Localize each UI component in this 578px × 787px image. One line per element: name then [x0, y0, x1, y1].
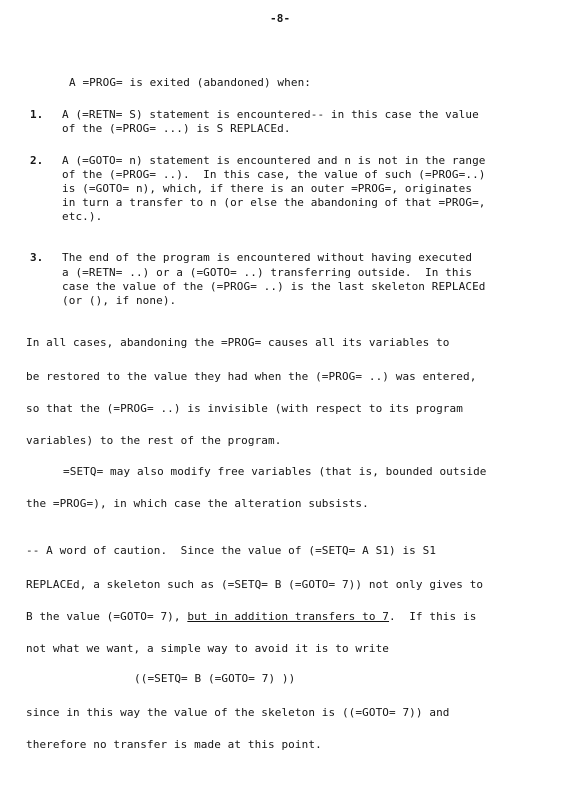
paragraph-line: the =PROG=), in which case the alteration subsists.	[26, 497, 369, 510]
item-2-line: is (=GOTO= n), which, if there is an outer =PROG=, originates	[62, 182, 473, 195]
paragraph-line: be restored to the value they had when the (=PROG= ..) was entered,	[26, 370, 477, 383]
item-3-line: (or (), if none).	[62, 294, 177, 307]
underlined-phrase: but in addition transfers to 7	[187, 610, 390, 623]
paragraph-line: In all cases, abandoning the =PROG= causes all its variables to	[26, 336, 450, 349]
item-3-line: case the value of the (=PROG= ..) is the last skeleton REPLACEd	[62, 280, 486, 293]
paragraph-line: =SETQ= may also modify free variables (that is, bounded outside	[63, 465, 487, 478]
caution-line: not what we want, a simple way to avoid it is to write	[26, 642, 390, 655]
item-2-line: of the (=PROG= ..). In this case, the value of such (=PROG=..)	[62, 168, 486, 181]
item-2-line: A (=GOTO= n) statement is encountered and n is not in the range	[62, 154, 486, 167]
item-1-line: A (=RETN= S) statement is encountered-- in this case the value	[62, 108, 479, 121]
item-3-line: a (=RETN= ..) or a (=GOTO= ..) transferring outside. In this	[62, 266, 473, 279]
item-2-line: in turn a transfer to n (or else the abandoning of that =PROG=,	[62, 196, 486, 209]
caution-text: . If this is	[389, 610, 477, 623]
item-1-line: of the (=PROG= ...) is S REPLACEd.	[62, 122, 291, 135]
item-3-line: The end of the program is encountered without having executed	[62, 251, 473, 264]
paragraph-line: so that the (=PROG= ..) is invisible (with respect to its program	[26, 402, 463, 415]
item-2-line: etc.).	[62, 210, 103, 223]
caution-line	[26, 610, 476, 623]
page-number: -8-	[270, 12, 291, 25]
caution-line: REPLACEd, a skeleton such as (=SETQ= B (=GOTO= 7)) not only gives to	[26, 578, 484, 591]
item-number-1: 1.	[30, 108, 44, 121]
item-number-2: 2.	[30, 154, 44, 167]
code-example: ((=SETQ= B (=GOTO= 7) ))	[134, 672, 296, 685]
caution-line: since in this way the value of the skeleton is ((=GOTO= 7)) and	[26, 706, 450, 719]
caution-text: B the value (=GOTO= 7),	[26, 610, 188, 623]
intro-line: A =PROG= is exited (abandoned) when:	[69, 76, 312, 89]
paragraph-line: variables) to the rest of the program.	[26, 434, 282, 447]
item-number-3: 3.	[30, 251, 44, 264]
caution-line: -- A word of caution. Since the value of (=SETQ= A S1) is S1	[26, 544, 437, 557]
caution-line: therefore no transfer is made at this point.	[26, 738, 322, 751]
